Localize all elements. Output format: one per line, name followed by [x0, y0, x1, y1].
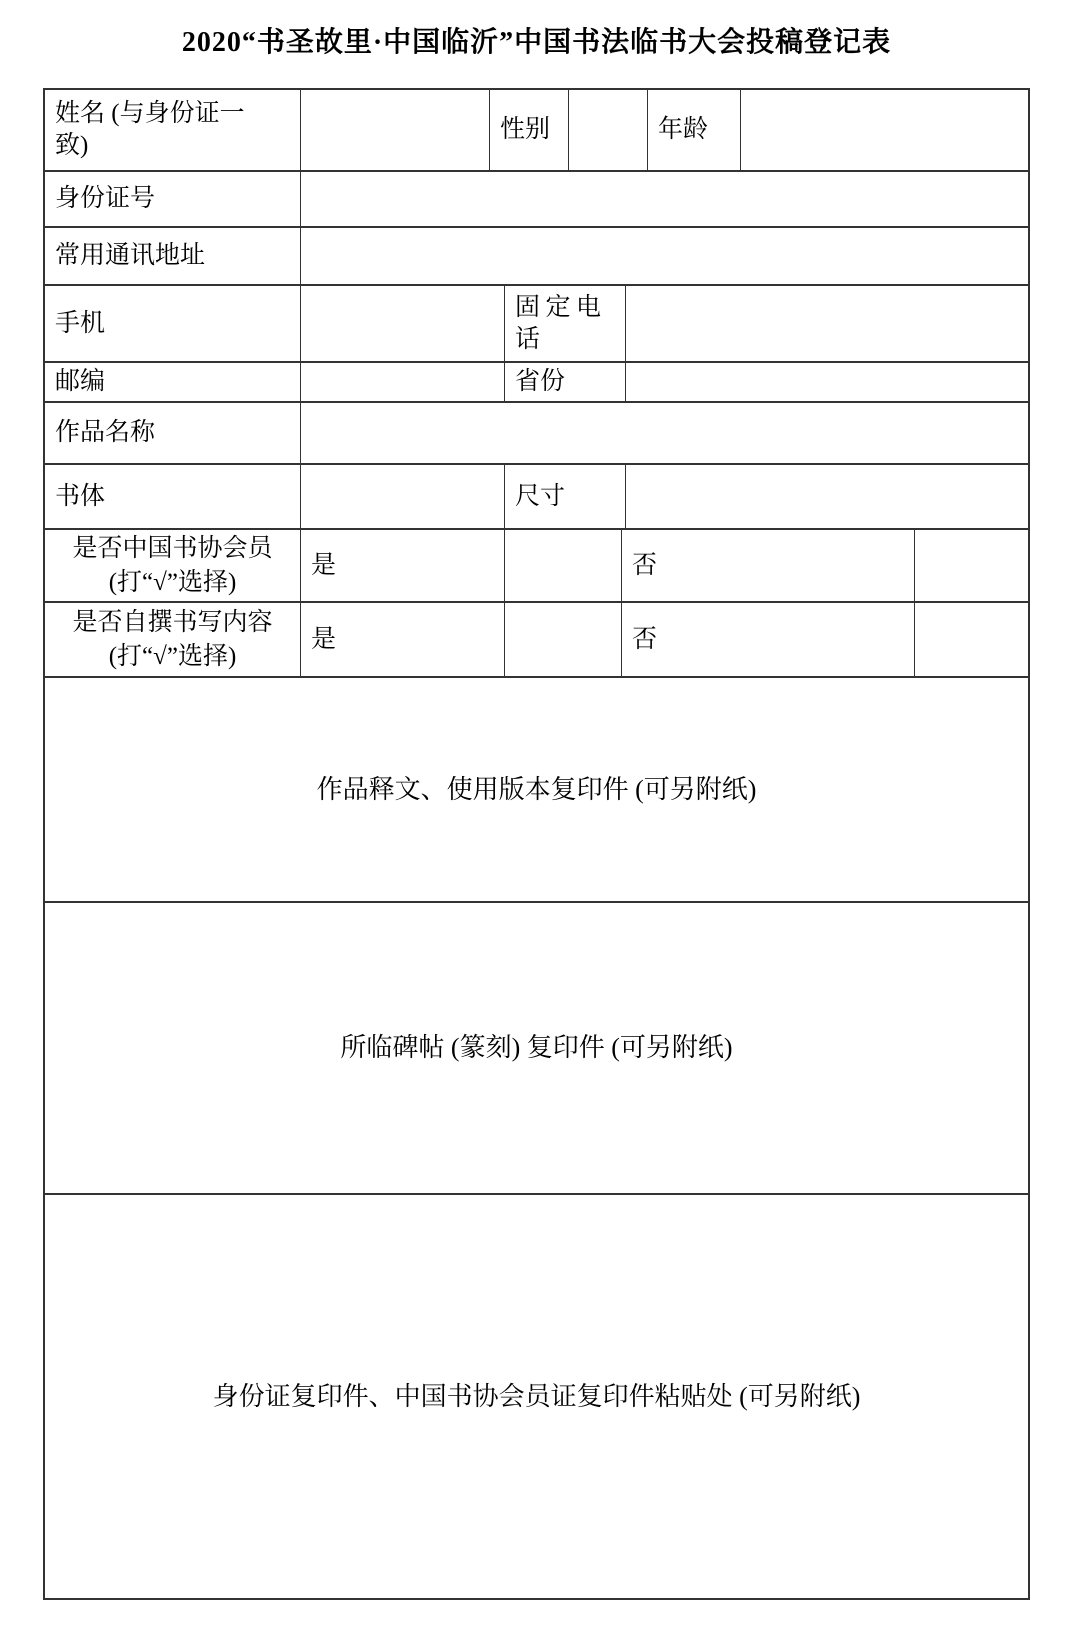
id-number-label: 身份证号 — [55, 185, 156, 212]
self-no-label: 否 — [621, 603, 914, 676]
mobile-label: 手机 — [55, 309, 106, 337]
row-csa-member — [45, 528, 1028, 601]
interpretation-section-cell[interactable] — [45, 678, 1028, 901]
row-model-copy-section — [45, 901, 1028, 1193]
csa-yes-check-cell[interactable] — [504, 530, 621, 601]
postcode-label: 邮编 — [55, 368, 106, 395]
gender-input-cell[interactable] — [568, 90, 647, 170]
self-yes-label: 是 — [300, 603, 504, 676]
id-number-input-cell[interactable] — [300, 172, 1028, 226]
work-title-input-cell[interactable] — [300, 403, 1028, 463]
row-postcode-province — [45, 361, 1028, 401]
row-name-gender-age — [45, 90, 1028, 170]
age-label: 年龄 — [647, 90, 740, 170]
csa-no-check-cell[interactable] — [914, 530, 1028, 601]
self-yes-check-cell[interactable] — [504, 603, 621, 676]
row-id-number — [45, 170, 1028, 226]
script-style-label: 书体 — [55, 482, 106, 510]
model-copy-section-text: 所临碑帖 (篆刻) 复印件 (可另附纸) — [340, 1033, 733, 1062]
id-paste-section-cell[interactable] — [45, 1195, 1028, 1598]
self-composed-label-line1: 是否自撰书写内容 — [72, 608, 273, 636]
province-label: 省份 — [504, 363, 625, 401]
work-title-label: 作品名称 — [55, 419, 156, 446]
row-id-paste-section — [45, 1193, 1028, 1598]
interpretation-section-text: 作品释文、使用版本复印件 (可另附纸) — [316, 774, 757, 804]
landline-label-text: 固定电话 — [515, 293, 601, 353]
row-interpretation-section — [45, 676, 1028, 901]
csa-no-label: 否 — [621, 530, 914, 601]
address-input-cell[interactable] — [300, 228, 1028, 284]
landline-input-cell[interactable] — [625, 286, 1028, 361]
model-copy-section-cell[interactable] — [45, 903, 1028, 1193]
gender-label: 性别 — [489, 90, 568, 170]
script-style-input-cell[interactable] — [300, 465, 504, 528]
name-input-cell[interactable] — [300, 90, 489, 170]
id-paste-section-text: 身份证复印件、中国书协会员证复印件粘贴处 (可另附纸) — [212, 1381, 861, 1411]
csa-member-label-line1: 是否中国书协会员 — [72, 534, 273, 562]
size-label: 尺寸 — [504, 465, 625, 528]
age-input-cell[interactable] — [740, 90, 1028, 170]
postcode-input-cell[interactable] — [300, 363, 504, 401]
self-no-check-cell[interactable] — [914, 603, 1028, 676]
row-address — [45, 226, 1028, 284]
row-style-size — [45, 463, 1028, 528]
landline-label — [504, 286, 625, 361]
page-title: 2020“书圣故里·中国临沂”中国书法临书大会投稿登记表 — [181, 27, 892, 58]
self-composed-label-line2: (打“√”选择) — [108, 642, 237, 670]
size-input-cell[interactable] — [625, 465, 1028, 528]
csa-member-label-line2: (打“√”选择) — [108, 568, 237, 596]
name-label: 姓名 (与身份证一致) — [55, 100, 245, 159]
self-composed-label — [45, 603, 300, 676]
registration-table — [43, 88, 1030, 1600]
row-self-composed — [45, 601, 1028, 676]
province-input-cell[interactable] — [625, 363, 1028, 401]
address-label: 常用通讯地址 — [55, 242, 206, 269]
csa-yes-label: 是 — [300, 530, 504, 601]
form-document-page — [0, 26, 1080, 1650]
row-work-title — [45, 401, 1028, 463]
mobile-input-cell[interactable] — [300, 286, 504, 361]
row-phones — [45, 284, 1028, 361]
csa-member-label — [45, 530, 300, 601]
